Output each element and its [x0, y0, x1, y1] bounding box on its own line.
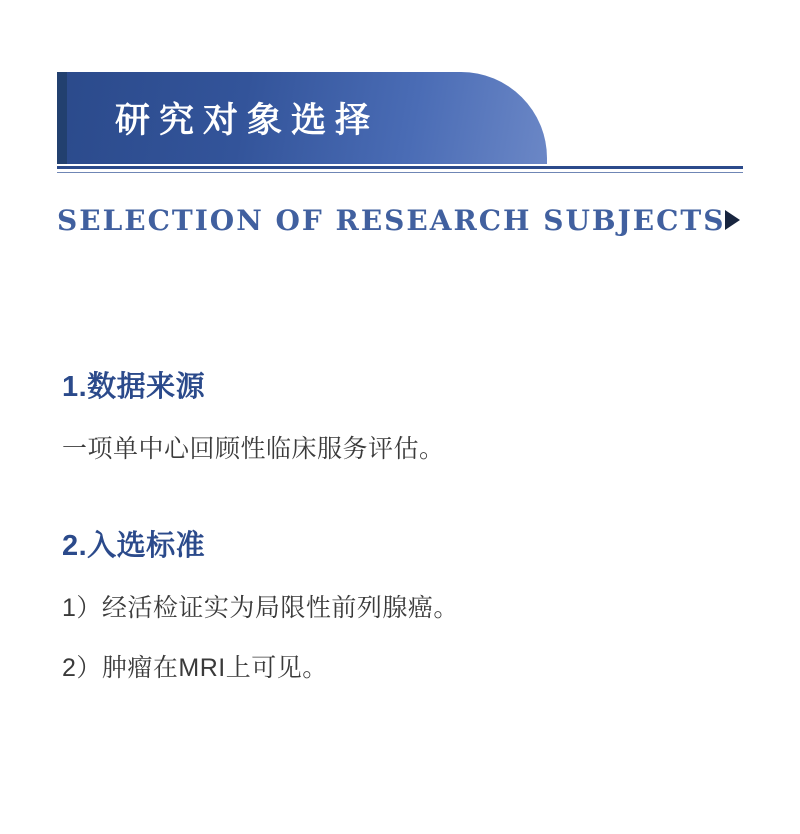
list-item: 1）经活检证实为局限性前列腺癌。: [62, 593, 459, 622]
divider-thin: [57, 172, 743, 173]
content-body: [62, 370, 752, 686]
divider-thick: [57, 166, 743, 169]
triangle-right-icon: [725, 210, 740, 230]
section-heading: 2.入选标准: [62, 530, 206, 563]
list-item: 2）肿瘤在MRI上可见。: [62, 654, 328, 683]
title-banner: [57, 72, 547, 164]
section-paragraph: 一项单中心回顾性临床服务评估。: [62, 434, 445, 463]
section-heading: 1.数据来源: [62, 371, 206, 403]
banner-accent-bar: [57, 72, 67, 164]
criteria-list: [62, 590, 752, 687]
subtitle-row: [57, 196, 743, 244]
section-inclusion-criteria: [62, 529, 752, 686]
section-data-source: [62, 370, 752, 467]
page-subtitle-en: SELECTION OF RESEARCH SUBJECTS: [57, 203, 726, 237]
page-title-cn: 研究对象选择: [115, 100, 380, 141]
